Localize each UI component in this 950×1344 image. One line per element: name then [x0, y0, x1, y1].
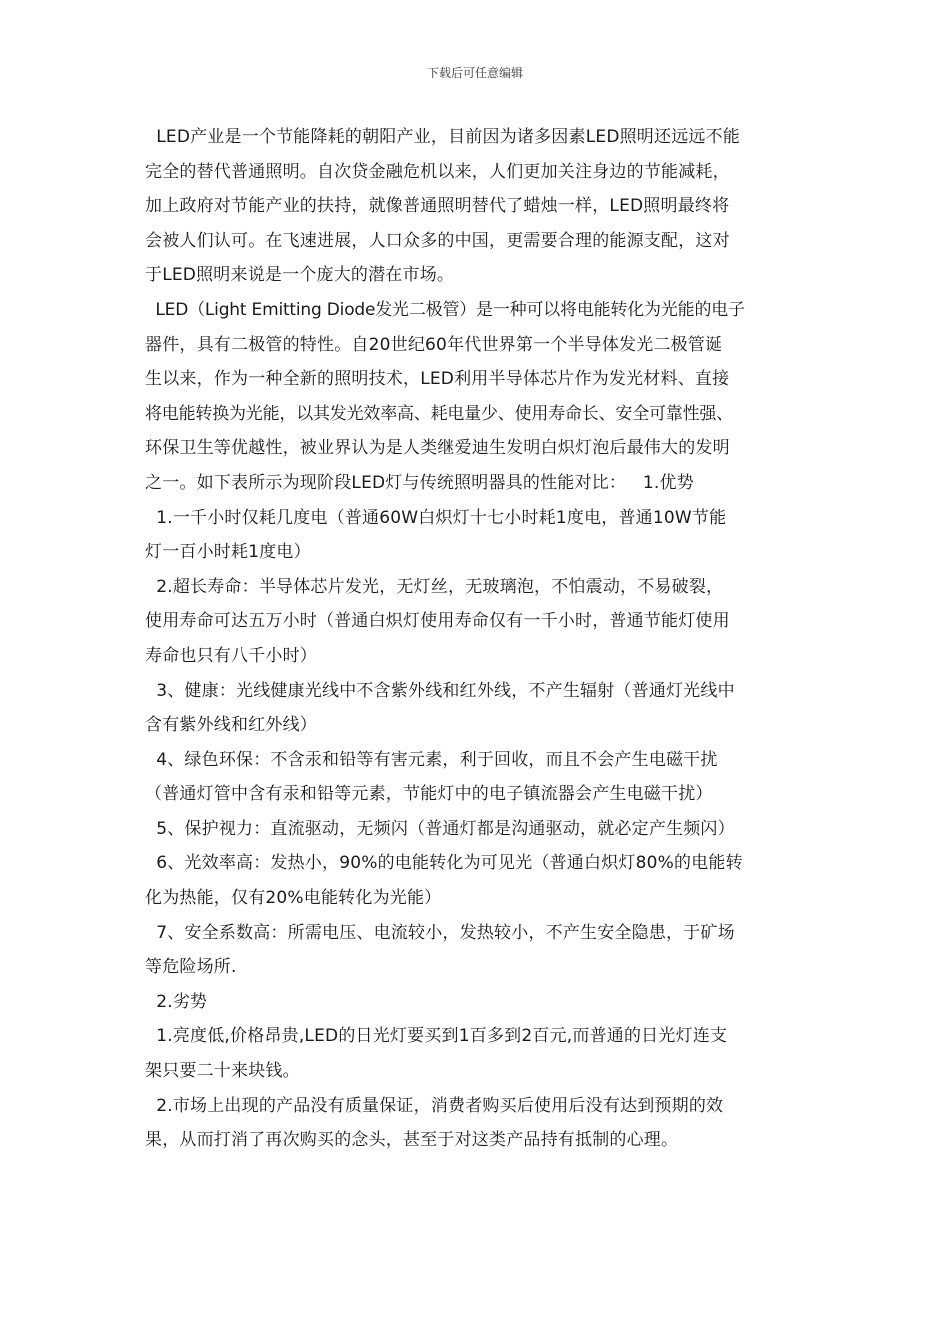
text-line: 之一。如下表所示为现阶段LED灯与传统照明器具的性能对比： 1.优势: [145, 472, 694, 493]
text-line: 架只要二十来块钱。: [145, 1061, 300, 1082]
text-line: 1.一千小时仅耗几度电（普通60W白炽灯十七小时耗1度电，普通10W节能: [145, 507, 727, 528]
text-line: 使用寿命可达五万小时（普通白炽灯使用寿命仅有一千小时，普通节能灯使用: [145, 611, 730, 632]
text-line: 生以来，作为一种全新的照明技术，LED利用半导体芯片作为发光材料、直接: [145, 369, 730, 390]
text-line: 1.亮度低,价格昂贵,LED的日光灯要买到1百多到2百元,而普通的日光灯连支: [145, 1026, 728, 1047]
text-line: 化为热能，仅有20%电能转化为光能）: [145, 888, 442, 909]
header-note: 下载后可任意编辑: [426, 66, 523, 80]
text-line: 环保卫生等优越性，被业界认为是人类继爱迪生发明白炽灯泡后最伟大的发明: [145, 438, 730, 459]
text-line: 会被人们认可。在飞速进展，人口众多的中国，更需要合理的能源支配，这对: [145, 230, 730, 251]
text-line: （普通灯管中含有汞和铅等元素，节能灯中的电子镇流器会产生电磁干扰）: [145, 784, 713, 805]
text-line: 2.劣势: [145, 991, 208, 1012]
text-line: 6、光效率高：发热小，90%的电能转化为可见光（普通白炽灯80%的电能转: [145, 853, 743, 874]
text-line: LED产业是一个节能降耗的朝阳产业，目前因为诸多因素LED照明还远远不能: [145, 127, 741, 147]
text-line: 含有紫外线和红外线）: [145, 715, 317, 736]
text-line: 4、绿色环保：不含汞和铅等有害元素，利于回收，而且不会产生电磁干扰: [145, 749, 718, 770]
text-line: 5、保护视力：直流驱动，无频闪（普通灯都是沟通驱动，就必定产生频闪）: [145, 818, 735, 839]
text-line: 3、健康：光线健康光线中不含紫外线和红外线，不产生辐射（普通灯光线中: [145, 680, 735, 701]
text-line: LED（Light Emitting Diode发光二极管）是一种可以将电能转化为光能的电子: [145, 299, 745, 320]
text-line: 7、安全系数高：所需电压、电流较小，发热较小，不产生安全隐患，于矿场: [145, 922, 735, 943]
text-line: 果，从而打消了再次购买的念头，甚至于对这类产品持有抵制的心理。: [145, 1130, 679, 1151]
text-line: 于LED照明来说是一个庞大的潜在市场。: [145, 265, 455, 286]
text-line: 等危险场所.: [145, 957, 237, 978]
text-line: 将电能转换为光能，以其发光效率高、耗电量少、使用寿命长、安全可靠性强、: [145, 403, 733, 424]
text-line: 寿命也只有八千小时）: [145, 645, 317, 666]
document-body: [145, 120, 810, 1158]
text-line: 灯一百小时耗1度电）: [145, 542, 311, 563]
text-line: 完全的替代普通照明。自次贷金融危机以来，人们更加关注身边的节能减耗，: [145, 161, 730, 182]
text-line: 2.市场上出现的产品没有质量保证，消费者购买后使用后没有达到预期的效: [145, 1095, 724, 1116]
text-line: 器件，具有二极管的特性。自20世纪60年代世界第一个半导体发光二极管诞: [145, 334, 723, 355]
text-line: 加上政府对节能产业的扶持，就像普通照明替代了蜡烛一样，LED照明最终将: [145, 196, 730, 217]
text-line: 2.超长寿命：半导体芯片发光，无灯丝，无玻璃泡，不怕震动，不易破裂，: [145, 576, 724, 597]
